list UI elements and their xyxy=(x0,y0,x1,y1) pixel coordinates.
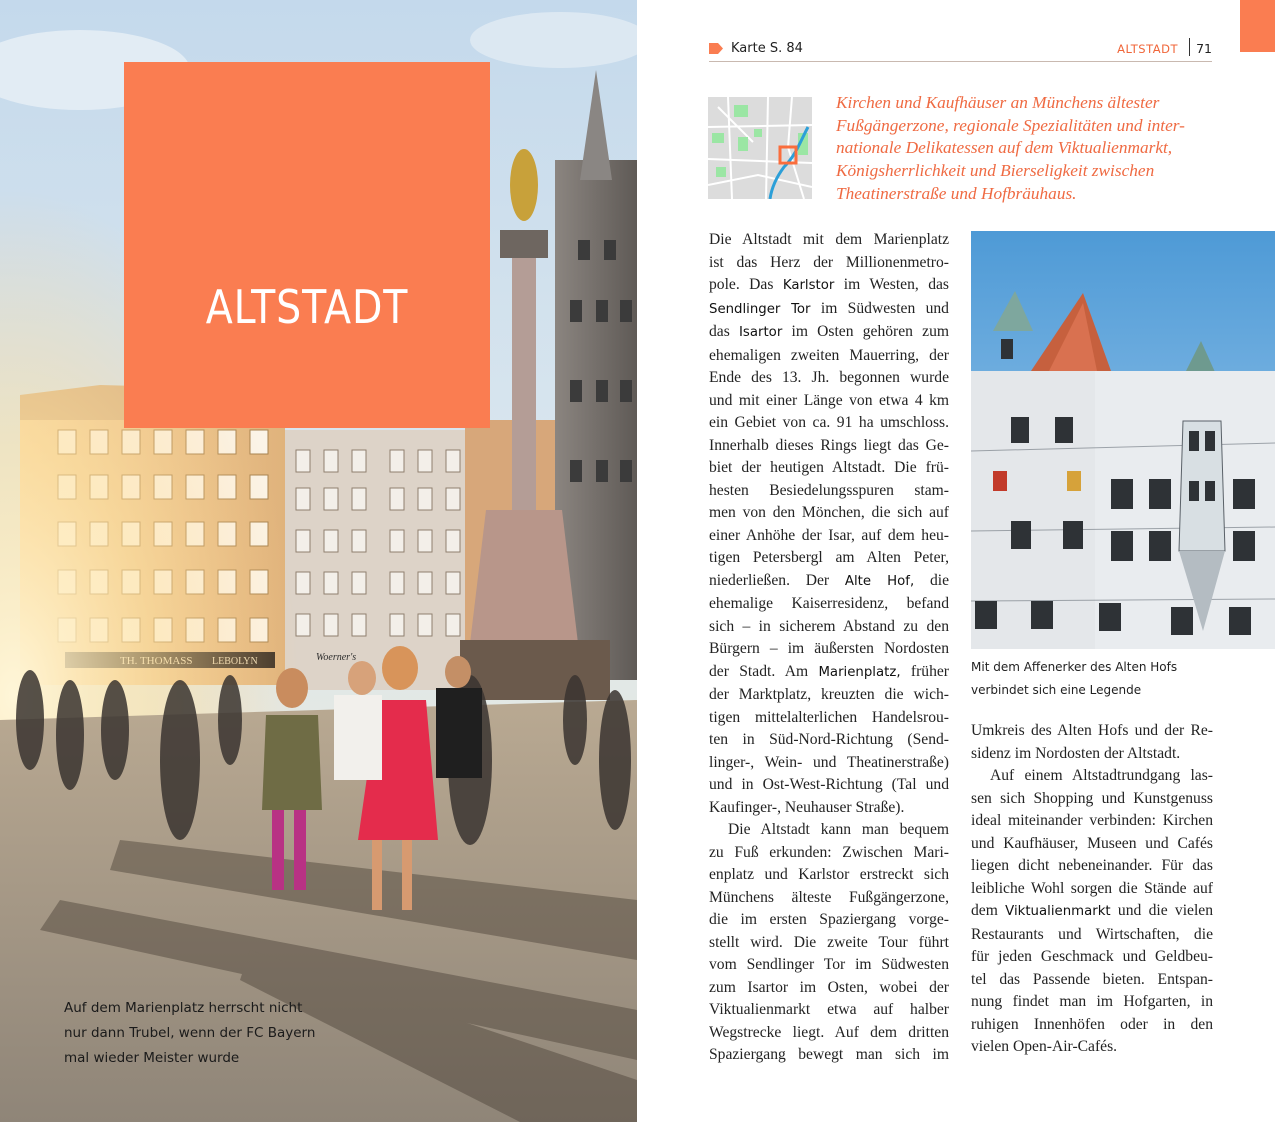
body-line: Innerhalb dieses Rings liegt das Ge- xyxy=(709,436,949,454)
caption-line: mal wieder Meister wurde xyxy=(64,1050,240,1066)
body-line: Bürgern – im äußersten Nordosten xyxy=(709,640,949,657)
body-line: einer Anhöhe der Isar, auf dem heu- xyxy=(709,526,949,544)
chapter-intro xyxy=(836,92,1216,206)
body-line: vielen Open-Air-Cafés. xyxy=(971,1038,1118,1055)
intro-line: Fußgängerzone, regionale Spezialitäten und inter- xyxy=(836,115,1185,135)
body-line: Die Altstadt mit dem Marienplatz xyxy=(709,231,949,248)
chapter-title-box xyxy=(124,62,490,428)
body-line: ehemalige Kaiserresidenz, befand xyxy=(709,595,949,612)
body-line: Wegstrecke liegt. Auf dem dritten xyxy=(709,1023,949,1041)
body-column-1 xyxy=(709,229,949,1067)
body-line: ein Gebiet von ca. 91 ha umschloss. xyxy=(709,414,949,431)
body-line: sidenz im Nordosten der Altstadt. xyxy=(971,744,1181,762)
body-line: ten in Süd-Nord-Richtung (Send- xyxy=(709,731,949,748)
place-keyword: Isartor xyxy=(739,325,783,340)
left-page xyxy=(0,0,637,1122)
body-line: stellt wird. Die zweite Tour führt xyxy=(709,933,949,951)
map-reference[interactable] xyxy=(709,41,803,56)
body-line: men von den Mönchen, die sich auf xyxy=(709,504,949,521)
body-line: für jeden Geschmack und Geldbeu- xyxy=(971,948,1213,965)
body-line: sen sich Shopping und Kunstgenuss xyxy=(971,789,1213,807)
place-keyword: Marienplatz, xyxy=(818,664,901,680)
caption-line: Auf dem Marienplatz herrscht nicht xyxy=(64,1000,303,1016)
body-line: leibliche Wohl sorgen die Stände auf xyxy=(971,879,1213,897)
arrow-tag-icon xyxy=(709,43,723,54)
intro-line: Königsherrlichkeit und Bierseligkeit zwischen xyxy=(836,161,1155,181)
running-header xyxy=(709,38,1212,62)
body-line: zu Fuß erkunden: Zwischen Mari- xyxy=(709,843,949,861)
body-line: Umkreis des Alten Hofs und der Re- xyxy=(971,722,1213,739)
body-line: das Isartor im Osten gehören zum xyxy=(709,323,949,340)
body-line: linger-, Wein- und Theatinerstraße) xyxy=(709,753,949,771)
locator-map-icon xyxy=(708,97,812,199)
place-keyword: Viktualienmarkt xyxy=(1005,904,1111,919)
body-line: sich – in sicherem Abstand zu den xyxy=(709,617,949,635)
body-line: und Kaufhäuser, Museen und Cafés xyxy=(971,834,1213,852)
map-reference-label: Karte S. 84 xyxy=(731,41,803,56)
body-line: Auf einem Altstadtrundgang las- xyxy=(990,767,1213,784)
body-line: enplatz und Karlstor erstreckt sich xyxy=(709,866,949,883)
body-line: ideal miteinander verbinden: Kirchen xyxy=(971,812,1213,829)
photo-caption xyxy=(64,996,324,1071)
caption-line: nur dann Trubel, wenn der FC Bayern xyxy=(64,1025,316,1041)
body-line: dem Viktualienmarkt und die vielen xyxy=(971,902,1213,919)
body-line: pole. Das Karlstor im Westen, das xyxy=(709,276,949,293)
body-line: ist das Herz der Millionenmetro- xyxy=(709,253,949,271)
body-line: biet der heutigen Altstadt. Die frü- xyxy=(709,459,949,476)
body-line: Kaufinger-, Neuhauser Straße). xyxy=(709,798,905,816)
place-keyword: Karlstor xyxy=(782,278,835,293)
caption-line: Mit dem Affenerker des Alten Hofs xyxy=(971,660,1178,674)
place-keyword: Sendlinger Tor xyxy=(709,301,811,317)
body-line: zum Isartor im Osten, wobei der xyxy=(709,978,949,996)
body-line: der Marktplatz, kreuzten die wich- xyxy=(709,686,949,703)
page-number: 71 xyxy=(1196,41,1212,56)
body-line: vom Sendlinger Tor im Südwesten xyxy=(709,956,949,973)
body-line: und in Ost-West-Richtung (Tal und xyxy=(709,776,949,793)
section-name: ALTSTADT xyxy=(1117,42,1178,56)
body-line: die im ersten Spaziergang vorge- xyxy=(709,911,949,928)
body-line: Münchens älteste Fußgängerzone, xyxy=(709,888,949,906)
body-line: nung findet man im Hofgarten, in xyxy=(971,993,1213,1010)
body-line: Sendlinger Tor im Südwesten und xyxy=(709,299,949,317)
chapter-title: ALTSTADT xyxy=(205,280,409,334)
intro-line: Kirchen und Kaufhäuser an Münchens ältester xyxy=(836,93,1160,112)
chapter-tab-marker xyxy=(1240,0,1275,52)
body-line: der Stadt. Am Marienplatz, früher xyxy=(709,662,949,680)
place-keyword: Alte Hof, xyxy=(844,573,915,589)
body-line: tigen Petersbergl am Alten Peter, xyxy=(709,549,949,566)
body-line: niederließen. Der Alte Hof, die xyxy=(709,571,949,589)
body-column-2 xyxy=(971,720,1213,1059)
body-line: Viktualienmarkt etwa auf halber xyxy=(709,1001,949,1018)
body-line: tel das Passende bieten. Entspan- xyxy=(971,970,1213,988)
body-line: Die Altstadt kann man bequem xyxy=(728,821,949,838)
caption-line: verbindet sich eine Legende xyxy=(971,683,1142,697)
intro-line: Theatinerstraße und Hofbräuhaus. xyxy=(836,183,1077,203)
body-line: Ende des 13. Jh. begonnen wurde xyxy=(709,369,949,386)
intro-line: nationale Delikatessen auf dem Viktualienmarkt, xyxy=(836,138,1173,158)
alter-hof-photo xyxy=(971,231,1275,649)
photo-caption-alter-hof xyxy=(971,656,1231,702)
body-line: tigen mittelalterlichen Handelsrou- xyxy=(709,708,949,726)
body-line: liegen dicht nebeneinander. Für das xyxy=(971,857,1213,874)
body-line: ruhigen Innenhöfen oder in den xyxy=(971,1015,1213,1033)
body-line: Spaziergang bewegt man sich im xyxy=(709,1046,949,1063)
header-divider xyxy=(1189,38,1190,56)
body-line: Restaurants und Wirtschaften, die xyxy=(971,925,1213,943)
body-line: ehemaligen zweiten Mauerring, der xyxy=(709,346,949,364)
body-line: und mit einer Länge von etwa 4 km xyxy=(709,391,949,409)
body-line: hesten Besiedelungsspuren stam- xyxy=(709,481,949,499)
